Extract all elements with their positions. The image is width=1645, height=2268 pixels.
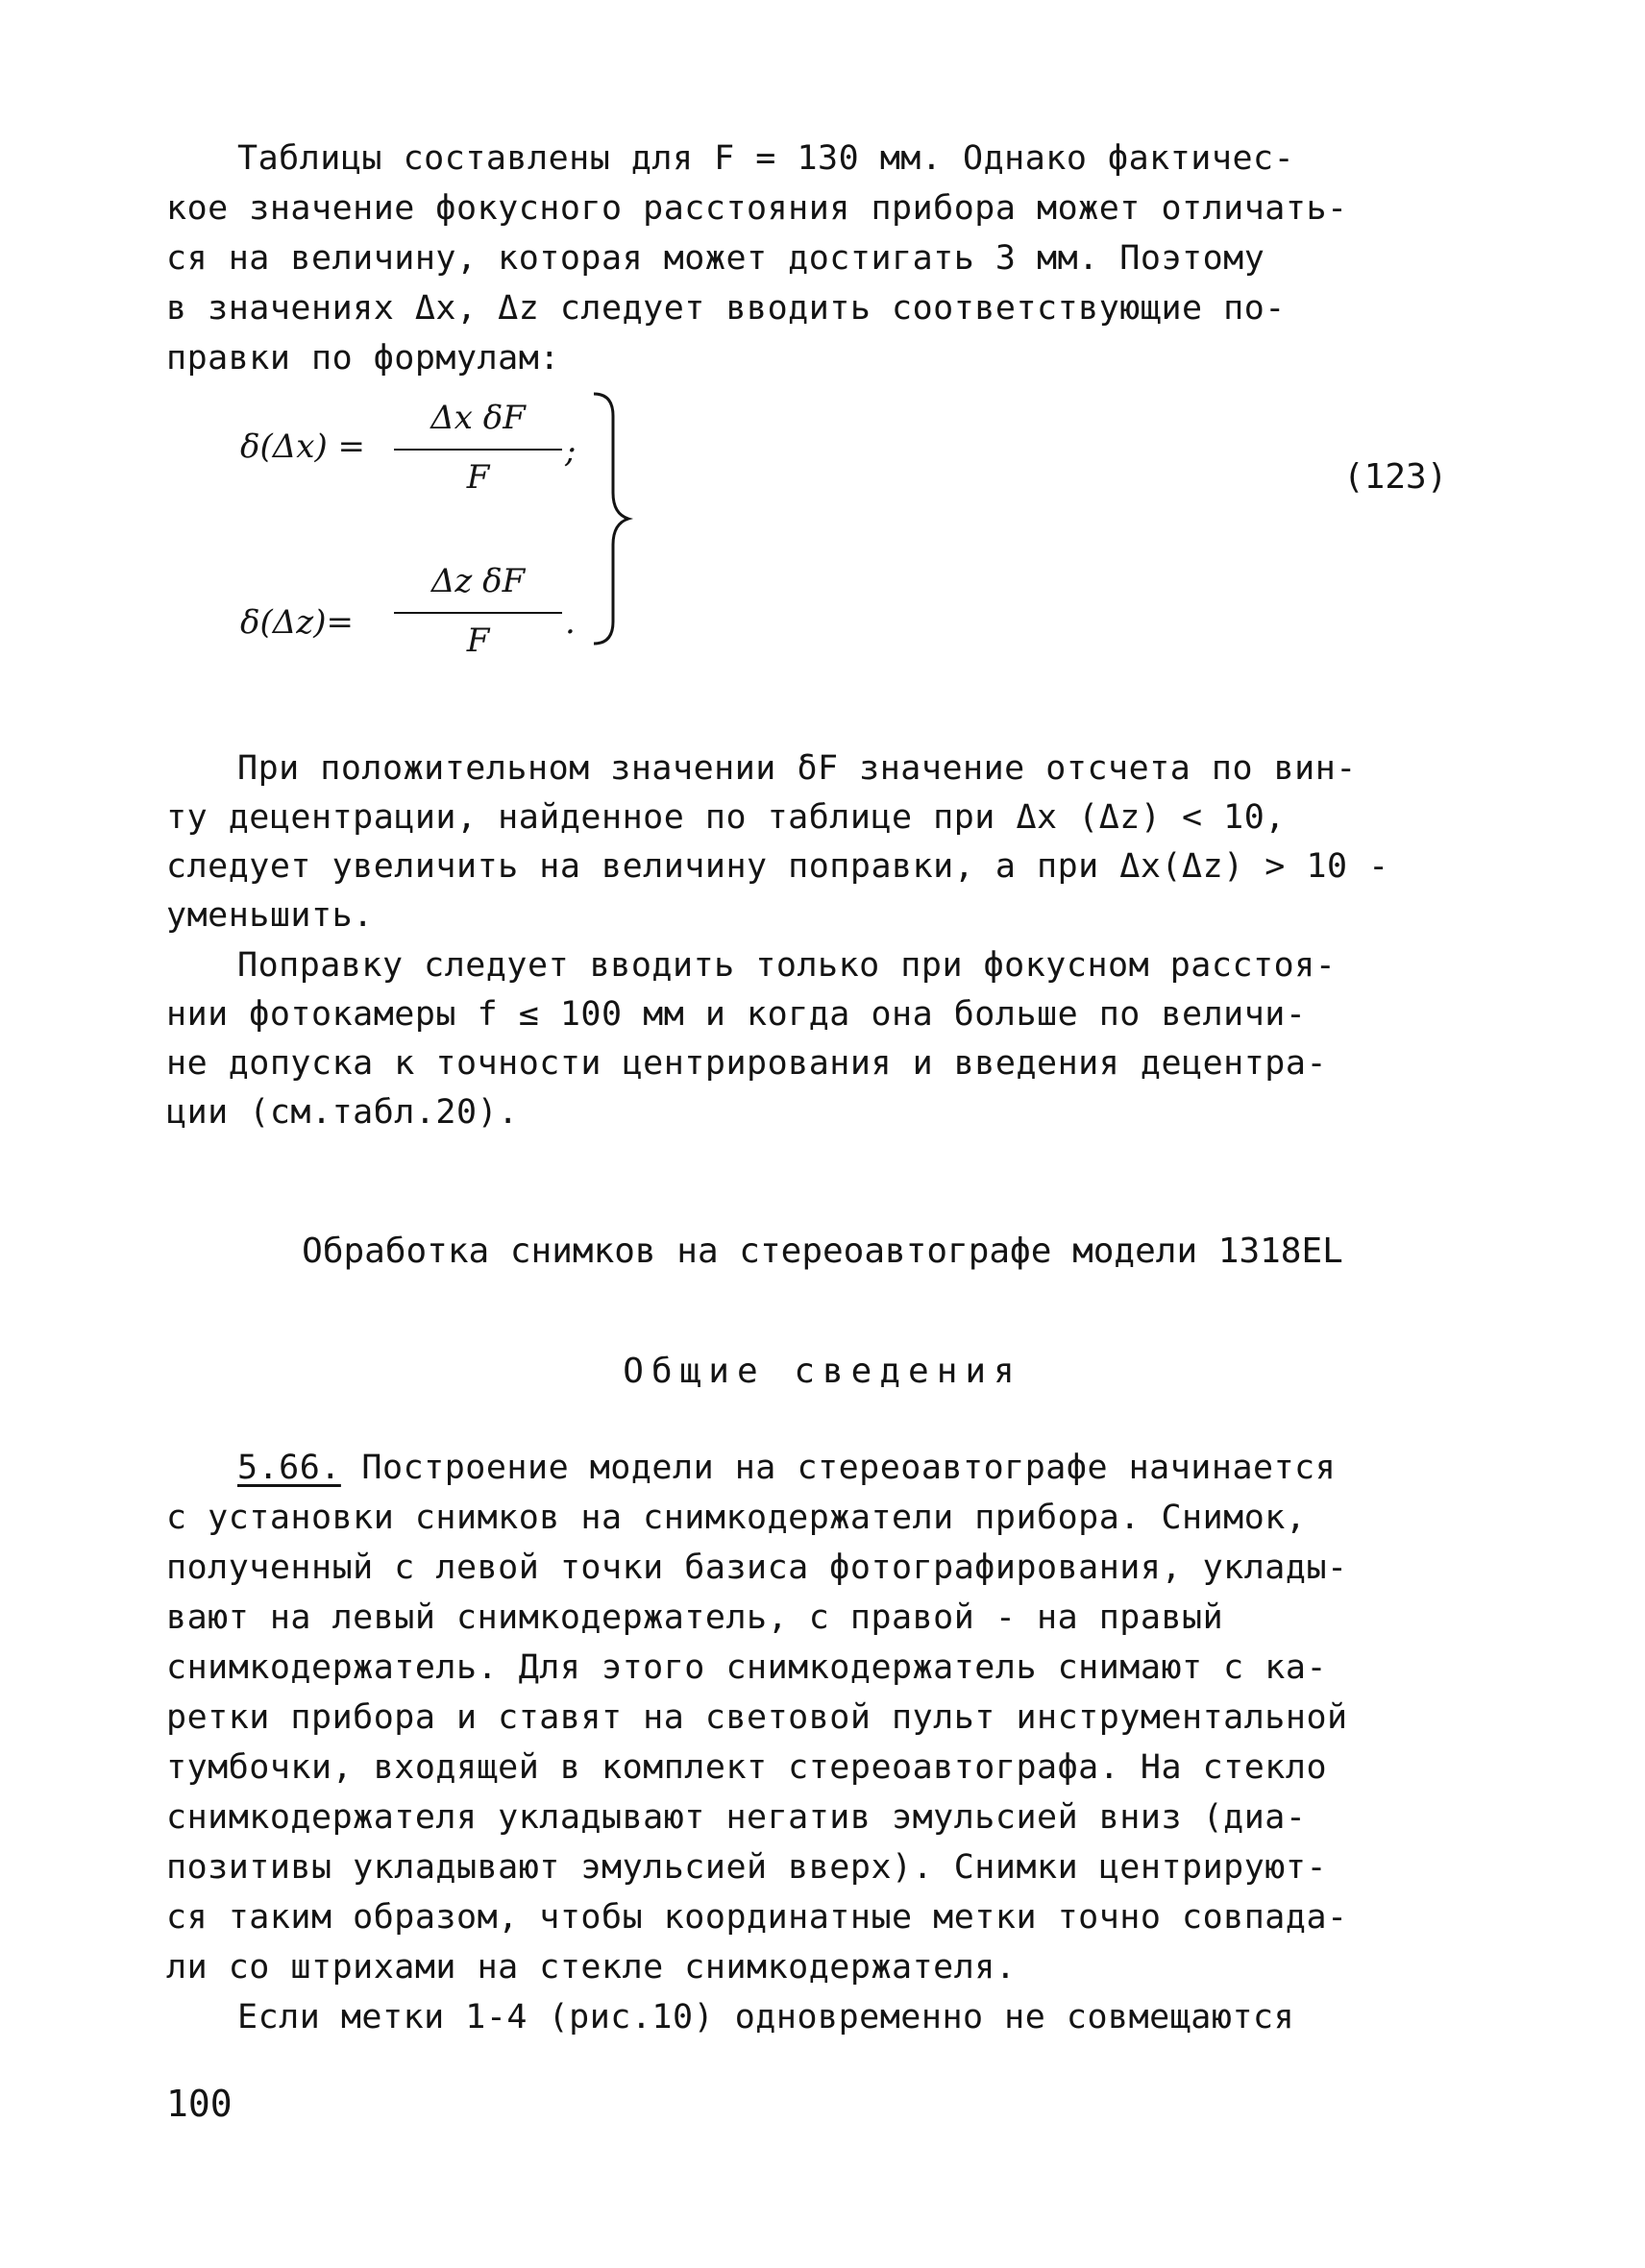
formula-123	[0, 0, 1645, 692]
text-line: снимкодержателя укладывают негатив эмульсией вниз (диа-	[166, 1798, 1307, 1837]
formula-lhs-x: δ(Δx) =	[240, 427, 366, 466]
fraction-bar	[394, 449, 562, 451]
text-line: ли со штрихами на стекле снимкодержателя.	[166, 1948, 1017, 1987]
text-line	[237, 1444, 1336, 1492]
section-title: Обработка снимков на стереоавтографе модели 1318EL	[302, 1232, 1343, 1271]
text-line: следует увеличить на величину поправки, а при Δx(Δz) > 10 -	[166, 847, 1389, 886]
text-line: нии фотокамеры f ≤ 100 мм и когда она больше по величи-	[166, 995, 1307, 1034]
clause-text: Построение модели на стереоавтографе начинается	[340, 1449, 1337, 1487]
text-line: правки по формулам:	[166, 339, 560, 378]
subsection-title: Общие сведения	[623, 1352, 1022, 1391]
page-number: 100	[166, 2083, 233, 2125]
text-line: ции (см.табл.20).	[166, 1093, 519, 1132]
clause-number: 5.66.	[237, 1449, 341, 1487]
text-line: ретки прибора и ставят на световой пульт инструментальной	[166, 1698, 1348, 1737]
formula-denominator-x: F	[466, 458, 490, 497]
text-line: в значениях Δx, Δz следует вводить соответствующие по-	[166, 289, 1286, 328]
text-line: Таблицы составлены для F = 130 мм. Однако фактичес-	[237, 139, 1295, 178]
fraction-bar	[394, 612, 562, 614]
formula-numerator-z: Δz δF	[430, 562, 526, 600]
text-line: не допуска к точности центрирования и введения децентра-	[166, 1044, 1328, 1083]
text-line: с установки снимков на снимкодержатели прибора. Снимок,	[166, 1499, 1307, 1537]
formula-semicolon: ;	[565, 432, 577, 471]
text-line: ся на величину, которая может достигать 3 мм. Поэтому	[166, 239, 1265, 278]
text-line: Если метки 1-4 (рис.10) одновременно не совмещаются	[237, 1998, 1295, 2036]
formula-lhs-z: δ(Δz)=	[240, 603, 354, 642]
text-line: тумбочки, входящей в комплект стереоавтографа. На стекло	[166, 1748, 1328, 1787]
text-line: Поправку следует вводить только при фокусном расстоя-	[237, 946, 1337, 985]
text-line: позитивы укладывают эмульсией вверх). Снимки центрируют-	[166, 1848, 1328, 1887]
right-brace-icon	[586, 389, 634, 648]
text-line: При положительном значении δF значение отсчета по вин-	[237, 749, 1357, 788]
text-line: ту децентрации, найденное по таблице при Δx (Δz) < 10,	[166, 798, 1286, 837]
text-line: вают на левый снимкодержатель, с правой - на правый	[166, 1598, 1224, 1637]
formula-numerator-x: Δx δF	[430, 399, 526, 437]
text-line: снимкодержатель. Для этого снимкодержатель снимают с ка-	[166, 1648, 1328, 1687]
text-line: полученный с левой точки базиса фотографирования, уклады-	[166, 1549, 1348, 1587]
text-line: ся таким образом, чтобы координатные метки точно совпада-	[166, 1898, 1348, 1937]
equation-number: (123)	[1343, 457, 1448, 497]
text-line: уменьшить.	[166, 896, 374, 935]
formula-period: .	[565, 603, 576, 642]
text-line: кое значение фокусного расстояния прибора может отличать-	[166, 189, 1348, 228]
formula-denominator-z: F	[466, 622, 490, 660]
